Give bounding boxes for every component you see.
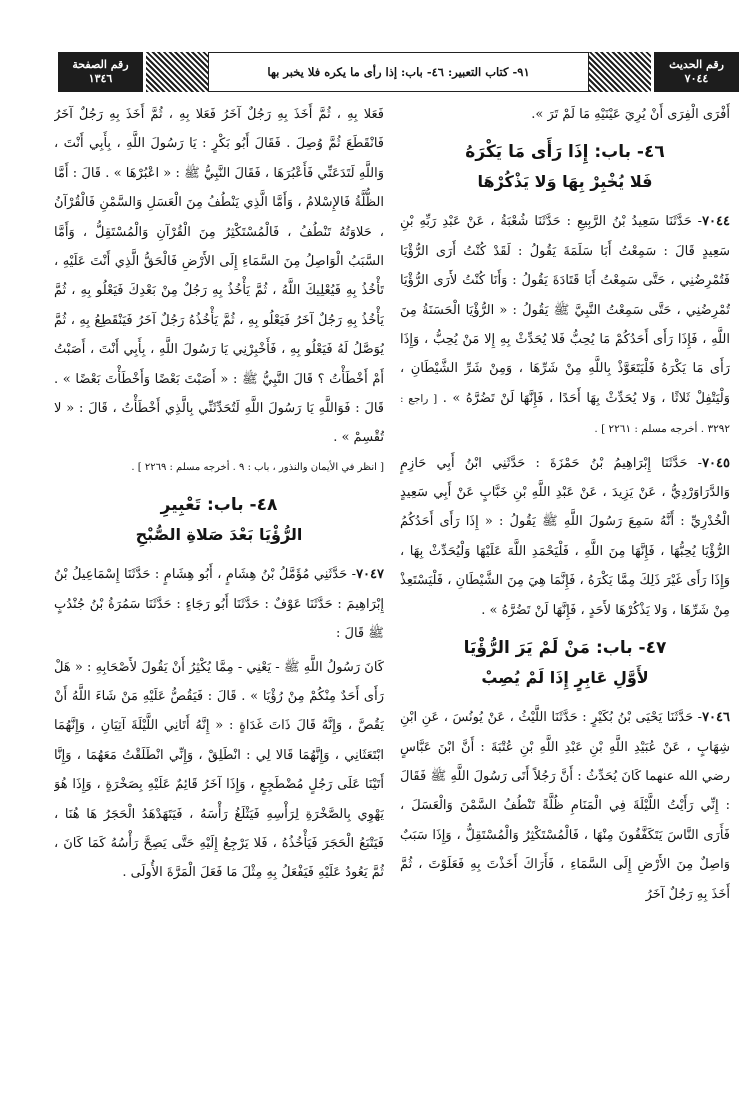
hadith-number-box: [651, 52, 739, 92]
hadith-7047-body: كَانَ رَسُولُ اللَّهِ ﷺ - يَعْنِي - مِمَّا يُكْثِرُ أَنْ يَقُولَ لأَصْحَابِهِ : « هَلْ رَأَى أَحَدٌ مِنْكُمْ مِنْ رُؤْيَا » . قَالَ : فَيَقُصُّ عَلَيْهِ مَنْ شَاءَ اللَّهُ أَنْ يَقُصَّ ، وَإِنَّهُ قَالَ ذَاتَ غَدَاةٍ : « إِنَّهُ أَتَانِي اللَّيْلَةَ آتِيَانِ ، وَإِنَّهُمَا ابْتَعَثَانِي ، وَإِنَّهُمَا قَالا لِي : انْطَلِقْ ، وَإِنِّي انْطَلَقْتُ مَعَهُمَا ، وَإِنَّا أَتَيْنَا عَلَى رَجُلٍ مُضْطَجِعٍ ، وَإِذَا آخَرُ قَائِمٌ عَلَيْهِ بِصَخْرَةٍ ، وَإِذَا هُوَ يَهْوِي بِالصَّخْرَةِ لِرَأْسِهِ فَيَثْلَغُ رَأْسَهُ ، فَيَتَهَدْهَدُ الْحَجَرُ هَا هُنَا ، فَيَتْبَعُ الْحَجَرَ فَيَأْخُذُهُ ، فَلا يَرْجِعُ إِلَيْهِ حَتَّى يَصِحَّ رَأْسُهُ كَمَا كَانَ ، ثُمَّ يَعُودُ عَلَيْهِ فَيَفْعَلُ بِهِ مِثْلَ مَا فَعَلَ الْمَرَّةَ الأُولَى .: [54, 659, 384, 881]
hadith-7047-isnad: - حَدَّثَنِي مُؤَمَّلُ بْنُ هِشَامٍ ، أَبُو هِشَامٍ : حَدَّثَنَا إِسْمَاعِيلُ بْنُ إِبْرَاهِيمَ : حَدَّثَنَا عَوْفٌ : حَدَّثَنَا أَبُو رَجَاءٍ : حَدَّثَنَا سَمُرَةُ بْنُ جُنْدُبٍ ﷺ قَالَ :: [54, 567, 384, 642]
chapter-heading-46: [400, 137, 730, 197]
chapter-heading-48: [54, 490, 384, 550]
chapter-46-line1: ٤٦- باب: إِذَا رَأَى مَا يَكْرَهُ: [465, 142, 665, 163]
hadith-7044-text: - حَدَّثَنَا سَعِيدُ بْنُ الرَّبِيعِ : حَدَّثَنَا شُعْبَةُ ، عَنْ عَبْدِ رَبِّهِ بْنِ سَعِيدٍ قَالَ : سَمِعْتُ أَبَا سَلَمَةَ يَقُولُ : لَقَدْ كُنْتُ أَرَى الرُّؤْيَا فَتُمْرِضُنِي ، حَتَّى سَمِعْتُ أَبَا قَتَادَةَ يَقُولُ : وَأَنَا كُنْتُ لأَرَى الرُّؤْيَا تُمْرِضُنِي ، حَتَّى سَمِعْتُ النَّبِيَّ ﷺ يَقُولُ : « الرُّؤْيَا الْحَسَنَةُ مِنَ اللَّهِ ، فَإِذَا رَأَى أَحَدُكُمْ مَا يُحِبُّ فَلا يُحَدِّثْ بِهِ إِلا مَنْ يُحِبُّ ، وَإِذَا رَأَى مَا يَكْرَهُ فَلْيَتَعَوَّذْ بِاللَّهِ مِنْ شَرِّهَا ، وَمِنْ شَرِّ الشَّيْطَانِ ، وَلْيَتْفِلْ ثَلاثًا ، وَلا يُحَدِّثْ بِهَا أَحَدًا ، فَإِنَّهَا لَنْ تَضُرَّهُ » .: [400, 214, 730, 406]
hadith-7046: [400, 703, 730, 909]
reference-note: [ انظر في الأيمان والنذور ، باب : ٩ . أخرجه مسلم : ٢٢٦٩ ] .: [131, 461, 384, 473]
chapter-47-line2: لأَوَّلِ عَابِرٍ إِذَا لَمْ يُصِبْ: [481, 668, 649, 688]
chapter-heading-47: [400, 633, 730, 693]
hadith-7044: [400, 207, 730, 444]
header-title: ٩١- كتاب التعبير: ٤٦- باب: إذا رأى ما يكره فلا يخبر بها: [208, 52, 589, 92]
hadith-number-label: رقم الحديث: [669, 58, 724, 71]
page-number-box: [58, 52, 146, 92]
chapter-46-line2: فَلا يُخْبِرْ بِهَا وَلا يَذْكُرْهَا: [477, 172, 653, 192]
header-pattern-right: [589, 52, 651, 92]
chapter-48-line2: الرُّؤْيَا بَعْدَ صَلاةِ الصُّبْحِ: [135, 525, 303, 545]
continuation-text: فَعَلا بِهِ ، ثُمَّ أَخَذَ بِهِ رَجُلٌ آخَرُ فَعَلا بِهِ ، ثُمَّ أَخَذَ بِهِ رَجُلٌ آخَرُ فَانْقَطَعَ ثُمَّ وُصِلَ . فَقَالَ أَبُو بَكْرٍ : يَا رَسُولَ اللَّهِ ، بِأَبِي أَنْتَ ، وَاللَّهِ لَتَدَعَنِّي فَأَعْبُرَهَا ، فَقَالَ النَّبِيُّ ﷺ : « اعْبُرْهَا » . قَالَ : أَمَّا الظُّلَّةُ فَالإِسْلامُ ، وَأَمَّا الَّذِي يَنْطُفُ مِنَ الْعَسَلِ وَالسَّمْنِ فَالْقُرْآنُ ، حَلاوَتُهُ تَنْطُفُ ، فَالْمُسْتَكْثِرُ مِنَ الْقُرْآنِ وَالْمُسْتَقِلُّ ، وَأَمَّا السَّبَبُ الْوَاصِلُ مِنَ السَّمَاءِ إِلَى الأَرْضِ فَالْحَقُّ الَّذِي أَنْتَ عَلَيْهِ ، تَأْخُذُ بِهِ فَيُعْلِيكَ اللَّهُ ، ثُمَّ يَأْخُذُ بِهِ رَجُلٌ مِنْ بَعْدِكَ فَيَعْلُو بِهِ ، ثُمَّ يَأْخُذُ بِهِ رَجُلٌ آخَرُ فَيَعْلُو بِهِ ، ثُمَّ يَأْخُذُهُ رَجُلٌ آخَرُ فَيَنْقَطِعُ بِهِ ، ثُمَّ يُوَصَّلُ لَهُ فَيَعْلُو بِهِ ، فَأَخْبِرْنِي يَا رَسُولَ اللَّهِ ، بِأَبِي أَنْتَ ، أَصَبْتُ أَمْ أَخْطَأْتُ ؟ قَالَ النَّبِيُّ ﷺ : « أَصَبْتَ بَعْضًا وَأَخْطَأْتَ بَعْضًا » . قَالَ : فَوَاللَّهِ يَا رَسُولَ اللَّهِ لَتُحَدِّثَنِّي بِالَّذِي أَخْطَأْتُ ، قَالَ : « لا تُقْسِمْ » .: [54, 107, 384, 446]
hadith-7046-text: - حَدَّثَنَا يَحْيَى بْنُ بُكَيْرٍ : حَدَّثَنَا اللَّيْثُ ، عَنْ يُونُسَ ، عَنِ ابْنِ شِهَابٍ ، عَنْ عُبَيْدِ اللَّهِ بْنِ عَبْدِ اللَّهِ بْنِ عُتْبَةَ : أَنَّ ابْنَ عَبَّاسٍ رضي الله عنهما كَانَ يُحَدِّثُ : أَنَّ رَجُلاً أَتَى رَسُولَ اللَّهِ ﷺ فَقَالَ : إِنِّي رَأَيْتُ اللَّيْلَةَ فِي الْمَنَامِ ظُلَّةً تَنْطُفُ السَّمْنَ وَالْعَسَلَ ، فَأَرَى النَّاسَ يَتَكَفَّفُونَ مِنْهَا ، فَالْمُسْتَكْثِرُ وَالْمُسْتَقِلُّ ، وَإِذَا سَبَبٌ وَاصِلٌ مِنَ الأَرْضِ إِلَى السَّمَاءِ ، فَأَرَاكَ أَخَذْتَ بِهِ فَعَلَوْتَ ، ثُمَّ أَخَذَ بِهِ رَجُلٌ آخَرُ: [400, 710, 730, 902]
chapter-48-line1: ٤٨- باب: تَعْبِيرِ: [160, 495, 278, 516]
hadith-7045-number: ٧٠٤٥: [702, 455, 730, 471]
hadith-7044-ref: [ راجع : ٣٢٩٢ . أخرجه مسلم : ٢٢٦١ ] .: [400, 392, 730, 436]
hadith-7045-text: - حَدَّثَنَا إِبْرَاهِيمُ بْنُ حَمْزَةَ : حَدَّثَنِي ابْنُ أَبِي حَازِمٍ وَالدَّرَاوَرْدِيُّ ، عَنْ يَزِيدَ ، عَنْ عَبْدِ اللَّهِ بْنِ خَبَّابٍ عَنْ أَبِي سَعِيدٍ الْخُدْرِيِّ : أَنَّهُ سَمِعَ رَسُولَ اللَّهِ ﷺ يَقُولُ : « إِذَا رَأَى أَحَدُكُمُ الرُّؤْيَا يُحِبُّهَا ، فَإِنَّهَا مِنَ اللَّهِ ، فَلْيَحْمَدِ اللَّهَ عَلَيْهَا وَلْيُحَدِّثْ بِهَا ، وَإِذَا رَأَى غَيْرَ ذَلِكَ مِمَّا يَكْرَهُ ، فَإِنَّمَا هِيَ مِنَ الشَّيْطَانِ ، فَلْيَسْتَعِذْ مِنْ شَرِّهَا ، وَلا يَذْكُرْهَا لأَحَدٍ ، فَإِنَّهَا لَنْ تَضُرَّهُ » .: [400, 455, 730, 618]
hadith-7046-number: ٧٠٤٦: [702, 710, 730, 726]
page-number-label: رقم الصفحة: [72, 58, 129, 71]
hadith-7047-number: ٧٠٤٧: [356, 567, 384, 583]
hadith-7047: [54, 560, 384, 648]
right-column: [400, 100, 730, 1080]
page-header: [58, 52, 739, 92]
hadith-7045: [400, 449, 730, 625]
top-line: أَفْرَى الْفِرَى أَنْ يُرِيَ عَيْنَيْهِ مَا لَمْ تَرَ ».: [531, 107, 730, 122]
chapter-47-line1: ٤٧- باب: مَنْ لَمْ يَرَ الرُّؤْيَا: [463, 638, 667, 659]
page-number: ١٣٤٦: [88, 72, 113, 85]
left-column: [54, 100, 384, 1080]
hadith-7044-number: ٧٠٤٤: [702, 214, 730, 230]
hadith-number: ٧٠٤٤: [684, 72, 709, 85]
header-pattern-left: [146, 52, 208, 92]
